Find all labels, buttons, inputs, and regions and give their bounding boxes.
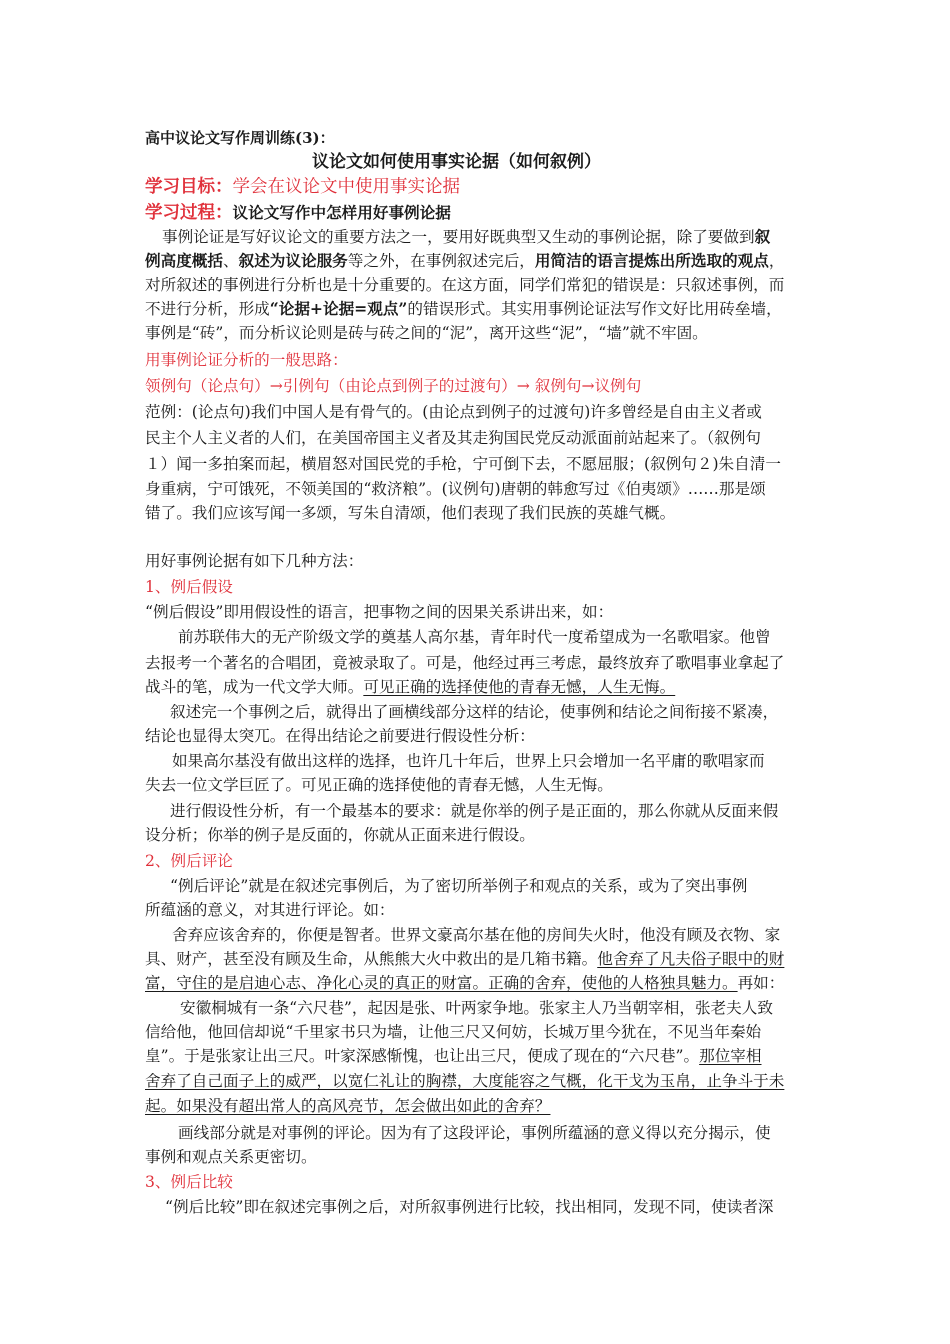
method-2-heading: 2、例后评论 [145,852,233,870]
learning-goal-label: 学习目标： [145,177,233,197]
m2-underlined-comment: 舍弃了自己面子上的威严，以宽仁礼让的胸襟，大度能容之气概，化干戈为玉帛，止争斗于未 [145,1072,785,1090]
intro-line-4 [145,299,782,319]
m1-line-1: “例后假设”即用假设性的语言，把事物之间的因果关系讲出来，如： [145,603,614,621]
m2-underlined-comment: 那位宰相 [699,1047,762,1065]
method-1-heading: 1、例后假设 [145,578,233,596]
m1-line-3: 去报考一个著名的合唱团，竟被录取了。可是，他经过再三考虑，最终放弃了歌唱事业拿起了 [145,654,785,672]
m2-underlined-comment: 他舍弃了凡夫俗子眼中的财 [597,950,785,968]
m2-text: 再如： [737,974,785,992]
m2-line-9 [145,1071,784,1091]
m2-underlined-comment: 起。如果没有超出常人的高风亮节，怎会做出如此的舍弃？ [145,1097,551,1115]
m1-text: 战斗的笔，成为一代文学大师。 [145,678,364,696]
m1-line-9: 进行假设性分析，有一个最基本的要求：就是你举的例子是正面的，那么你就从反面来假 [170,802,779,820]
m2-line-11: 画线部分就是对事例的评论。因为有了这段评论，事例所蕴涵的意义得以充分揭示，使 [178,1124,771,1142]
intro-text: 、 [222,252,239,270]
m1-underlined-conclusion: 可见正确的选择使他的青春无憾，人生无悔。 [363,678,676,696]
m2-line-2: 所蕴涵的意义，对其进行评论。如： [145,901,395,919]
intro-bold: “论据+论据=观点” [269,299,408,318]
sample-line-5: 错了。我们应该写闻一多颂，写朱自清颂，他们表现了我们民族的英雄气概。 [145,504,676,522]
learning-goal-text: 学会在议论文中使用事实论据 [232,177,460,197]
thinking-heading: 用事例论证分析的一般思路： [145,351,348,369]
method-3-heading: 3、例后比较 [145,1173,233,1191]
intro-line-3: 对所叙述的事例进行分析也是十分重要的。在这方面，同学们常犯的错误是：只叙述事例，而 [145,276,785,294]
m2-line-7: 信给他，他回信却说“千里家书只为墙，让他三尺又何妨，长城万里今犹在，不见当年秦始 [145,1023,762,1041]
sample-line-2: 民主个人主义者的人们，在美国帝国主义者及其走狗国民党反动派面前站起来了。（叙例句 [145,429,761,447]
intro-bold: 用简洁的语言提炼出所选取的观点 [534,251,769,270]
sample-line-3: １）闻一多拍案而起，横眉怒对国民党的手枪，宁可倒下去，不愿屈服；(叙例句２)朱自清一 [145,455,781,473]
intro-text: 等之外，在事例叙述完后， [347,252,535,270]
intro-text: ， [768,252,785,270]
m2-line-4 [145,949,784,969]
m2-text: 皇”。于是张家让出三尺。叶家深感惭愧，也让出三尺，便成了现在的“六尺巷”。 [145,1047,700,1065]
intro-line-5: 事例是“砖”，而分析议论则是砖与砖之间的“泥”，离开这些“泥”，“墙”就不牢固。 [145,324,708,342]
intro-text: 不进行分析，形成 [145,300,270,318]
m1-line-4 [145,677,675,697]
m3-line-1: “例后比较”即在叙述完事例之后，对所叙事例进行比较，找出相同，发现不同，使读者深 [165,1198,774,1216]
m2-line-1: “例后评论”就是在叙述完事例后，为了密切所举例子和观点的关系，或为了突出事例 [170,877,748,895]
m2-line-10 [145,1096,550,1116]
doc-title: 议论文如何使用事实论据（如何叙例） [312,152,601,172]
sample-line-4: 身重病，宁可饿死，不领美国的“救济粮”。(议例句)唐朝的韩愈写过《伯夷颂》……那是颂 [145,480,766,498]
m1-line-2: 前苏联伟大的无产阶级文学的奠基人高尔基，青年时代一度希望成为一名歌唱家。他曾 [178,628,771,646]
m2-line-3: 舍弃应该舍弃的，你便是智者。世界文豪高尔基在他的房间失火时，他没有顾及衣物、家 [172,926,781,944]
intro-line-1 [162,227,770,247]
m1-line-6: 结论也显得太突兀。在得出结论之前要进行假设性分析： [145,727,535,745]
m2-line-12: 事例和观点关系更密切。 [145,1148,317,1166]
learning-goal [145,177,460,197]
doc-header: 高中议论文写作周训练(3)： [145,129,335,147]
m2-line-6: 安徽桐城有一条“六尺巷”，起因是张、叶两家争地。张家主人乃当朝宰相，张老夫人致 [180,999,773,1017]
thinking-steps: 领例句（论点句）→引例句（由论点到例子的过渡句）→ 叙例句→议例句 [145,377,642,395]
m1-line-10: 设分析；你举的例子是反面的，你就从正面来进行假设。 [145,826,535,844]
intro-bold: 叙述为议论服务 [238,251,348,270]
intro-text: 事例论证是写好议论文的重要方法之一，要用好既典型又生动的事例论据，除了要做到 [162,228,755,246]
m2-text: 具、财产，甚至没有顾及生命，从熊熊大火中救出的是几箱书籍。 [145,950,598,968]
intro-bold: 例高度概括 [145,251,223,270]
intro-line-2 [145,251,784,271]
m1-line-8: 失去一位文学巨匠了。可见正确的选择使他的青春无憾，人生无悔。 [145,776,613,794]
intro-text: 的错误形式。其实用事例论证法写作文好比用砖垒墙， [407,300,782,318]
intro-bold: 叙 [754,227,771,246]
learning-process-label: 学习过程： [145,203,233,223]
m1-line-7: 如果高尔基没有做出这样的选择，也许几十年后，世界上只会增加一名平庸的歌唱家而 [172,752,765,770]
methods-intro: 用好事例论据有如下几种方法： [145,552,364,570]
sample-line-1: 范例：(论点句)我们中国人是有骨气的。(由论点到例子的过渡句)许多曾经是自由主义者或 [145,403,762,421]
learning-process-text: 议论文写作中怎样用好事例论据 [232,203,451,222]
m2-underlined-comment: 富，守住的是启迪心志、净化心灵的真正的财富。正确的舍弃，使他的人格独具魅力。 [145,974,738,992]
m2-line-8 [145,1046,762,1066]
m1-line-5: 叙述完一个事例之后，就得出了画横线部分这样的结论，使事例和结论之间衔接不紧凑， [170,703,779,721]
learning-process [145,203,451,223]
m2-line-5 [145,973,784,993]
